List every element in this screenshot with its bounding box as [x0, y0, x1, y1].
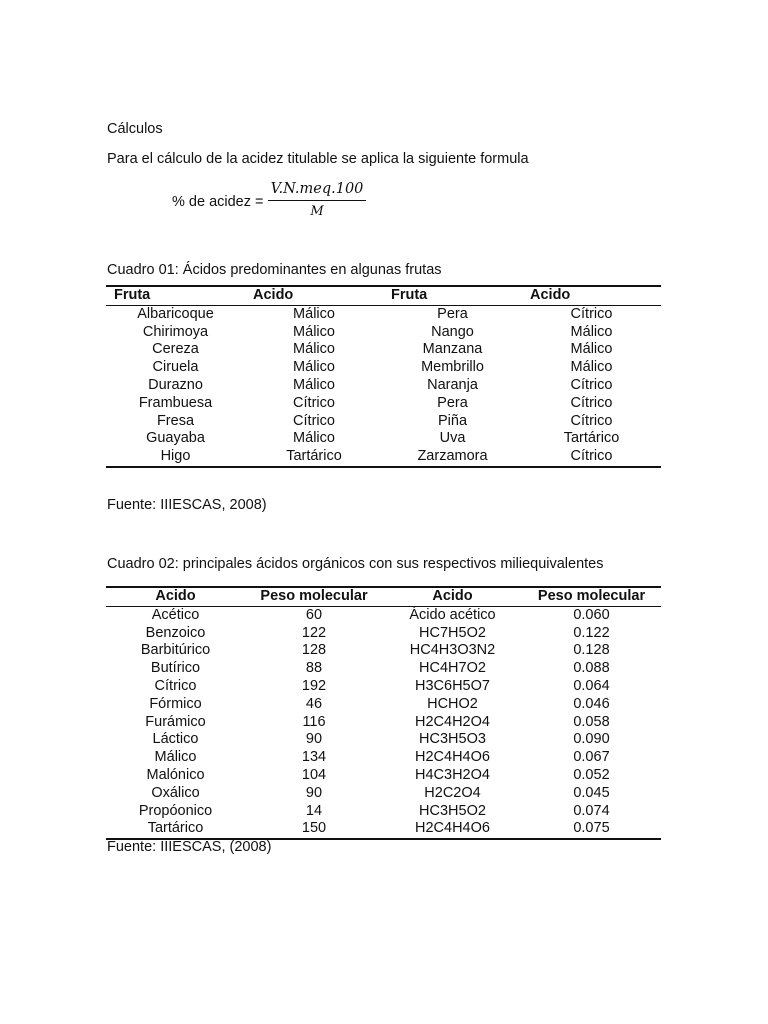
table-cell: Frambuesa — [138, 394, 213, 411]
table-cell: Málico — [293, 305, 335, 322]
table-row — [106, 767, 661, 785]
table-cell: Acético — [151, 606, 200, 623]
table-cell: Pera — [437, 305, 468, 322]
table-cell: Higo — [160, 448, 191, 465]
table-cell: Tartárico — [147, 820, 204, 837]
formula-numerator: V.N.meq.100 — [270, 181, 364, 197]
table-cell: HC3H5O3 — [419, 731, 486, 748]
table-cell: Cítrico — [570, 376, 613, 393]
column-header: Acido — [253, 287, 294, 303]
table-row — [106, 696, 661, 714]
intro-paragraph: Para el cálculo de la acidez titulable se aplica la siguiente formula — [107, 151, 529, 167]
table-row — [106, 448, 661, 467]
table-row — [106, 820, 661, 839]
table-cell: 122 — [301, 624, 327, 641]
table-cell: H2C4H4O6 — [415, 749, 490, 766]
column-header: Fruta — [391, 287, 428, 303]
table-cell: Oxálico — [151, 784, 200, 801]
table-cell: Málico — [154, 749, 197, 766]
table-cell: H3C6H5O7 — [415, 677, 490, 694]
table-cell: Cítrico — [570, 412, 613, 429]
fruit-acids-table — [106, 285, 661, 468]
table-header-row — [106, 286, 661, 305]
table-cell: Málico — [293, 323, 335, 340]
table-cell: 104 — [301, 766, 327, 783]
table-cell: Cítrico — [570, 448, 613, 465]
table-cell: Pera — [437, 394, 468, 411]
column-header: Peso molecular — [260, 588, 368, 604]
table-cell: Cítrico — [293, 412, 335, 429]
table2-source: Fuente: IIIESCAS, (2008) — [107, 839, 272, 855]
table-cell: 192 — [301, 677, 327, 694]
table-row — [106, 625, 661, 643]
table1-source: Fuente: IIIESCAS, 2008) — [107, 497, 267, 513]
table-cell: 0.052 — [573, 766, 610, 783]
table-cell: 134 — [301, 749, 327, 766]
table-row — [106, 606, 661, 624]
table-cell: Málico — [293, 430, 335, 447]
table-cell: 0.088 — [573, 660, 610, 677]
table-cell: 0.122 — [573, 624, 610, 641]
table-body — [106, 606, 661, 839]
table-cell: Membrillo — [421, 359, 484, 376]
table-row — [106, 413, 661, 431]
table-cell: 150 — [301, 820, 327, 837]
table-cell: Cítrico — [293, 394, 335, 411]
table-row — [106, 430, 661, 448]
table-row — [106, 749, 661, 767]
table-cell: Butírico — [150, 660, 201, 677]
table-header-row — [106, 587, 661, 606]
table-cell: 0.075 — [573, 820, 610, 837]
table-cell: 90 — [305, 731, 323, 748]
table-row — [106, 642, 661, 660]
table-body — [106, 305, 661, 467]
column-header: Peso molecular — [537, 588, 646, 604]
table-cell: Málico — [570, 341, 613, 358]
section-heading: Cálculos — [107, 121, 163, 137]
table-cell: Málico — [293, 359, 335, 376]
table-cell: Ácido acético — [409, 606, 496, 623]
table-row — [106, 714, 661, 732]
table-cell: 0.060 — [573, 606, 610, 623]
table-cell: Furámico — [145, 713, 206, 730]
table-cell: H2C4H4O6 — [415, 820, 490, 837]
table-cell: 0.067 — [573, 749, 610, 766]
table-cell: 14 — [305, 802, 323, 819]
table-row — [106, 359, 661, 377]
table-cell: 0.058 — [573, 713, 610, 730]
table-row — [106, 324, 661, 342]
table2-caption: Cuadro 02: principales ácidos orgánicos con sus respectivos miliequivalentes — [107, 556, 604, 572]
table-cell: HC7H5O2 — [419, 624, 486, 641]
table-cell: Cítrico — [570, 305, 613, 322]
table-cell: 0.064 — [573, 677, 610, 694]
organic-acids-table — [106, 586, 661, 840]
table-cell: Uva — [439, 430, 466, 447]
table-row — [106, 660, 661, 678]
table-cell: Málico — [570, 323, 613, 340]
table-cell: Chirimoya — [142, 323, 209, 340]
table-cell: Málico — [293, 376, 335, 393]
column-header: Acido — [530, 287, 571, 303]
table-row — [106, 305, 661, 323]
table-row — [106, 803, 661, 821]
table-cell: H2C2O4 — [424, 784, 481, 801]
table-cell: 0.046 — [573, 695, 610, 712]
table-cell: HC4H7O2 — [419, 660, 486, 677]
table-cell: Zarzamora — [417, 448, 488, 465]
table-cell: Ciruela — [152, 359, 199, 376]
table-cell: Fresa — [156, 412, 195, 429]
table-cell: 90 — [305, 784, 323, 801]
table-cell: Piña — [437, 412, 468, 429]
table-cell: HCHO2 — [427, 695, 478, 712]
table-cell: Manzana — [422, 341, 483, 358]
table-cell: H4C3H2O4 — [415, 766, 490, 783]
table-cell: 60 — [305, 606, 323, 623]
table-cell: 128 — [301, 642, 327, 659]
table-cell: 0.090 — [573, 731, 610, 748]
table-cell: 46 — [305, 695, 323, 712]
table1-caption: Cuadro 01: Ácidos predominantes en algunas frutas — [107, 262, 442, 278]
table-cell: 0.074 — [573, 802, 610, 819]
table-cell: H2C4H2O4 — [415, 713, 490, 730]
table-row — [106, 678, 661, 696]
table-cell: Láctico — [152, 731, 199, 748]
table-cell: Propóonico — [138, 802, 213, 819]
table-row — [106, 377, 661, 395]
table-cell: Málico — [570, 359, 613, 376]
column-header: Fruta — [114, 287, 151, 303]
table-row — [106, 395, 661, 413]
table-cell: 116 — [302, 713, 326, 730]
column-header: Acido — [432, 588, 473, 604]
table-row — [106, 785, 661, 803]
table-cell: Benzoico — [145, 624, 206, 641]
table-cell: Cereza — [152, 341, 199, 358]
table-cell: HC4H3O3N2 — [409, 642, 496, 659]
table-row — [106, 341, 661, 359]
table-cell: Durazno — [148, 376, 203, 393]
table-cell: Malónico — [146, 766, 205, 783]
table-cell: 88 — [305, 660, 323, 677]
formula-denominator: M — [310, 204, 324, 219]
table-cell: Málico — [293, 341, 335, 358]
table-cell: Cítrico — [570, 394, 613, 411]
table-cell: Barbitúrico — [140, 642, 211, 659]
column-header: Acido — [155, 588, 196, 604]
table-row — [106, 731, 661, 749]
table-cell: Cítrico — [154, 677, 197, 694]
table-cell: Naranja — [427, 376, 478, 393]
table-cell: Guayaba — [146, 430, 205, 447]
table-cell: 0.045 — [573, 784, 610, 801]
table-cell: 0.128 — [573, 642, 610, 659]
table-cell: Albaricoque — [137, 305, 214, 322]
table-cell: Tartárico — [563, 430, 620, 447]
table-cell: Nango — [431, 323, 474, 340]
table-cell: Tartárico — [286, 448, 342, 465]
formula-fraction — [268, 178, 366, 223]
table-cell: Fórmico — [149, 695, 202, 712]
table-cell: HC3H5O2 — [419, 802, 486, 819]
formula-label: % de acidez = — [172, 194, 264, 210]
